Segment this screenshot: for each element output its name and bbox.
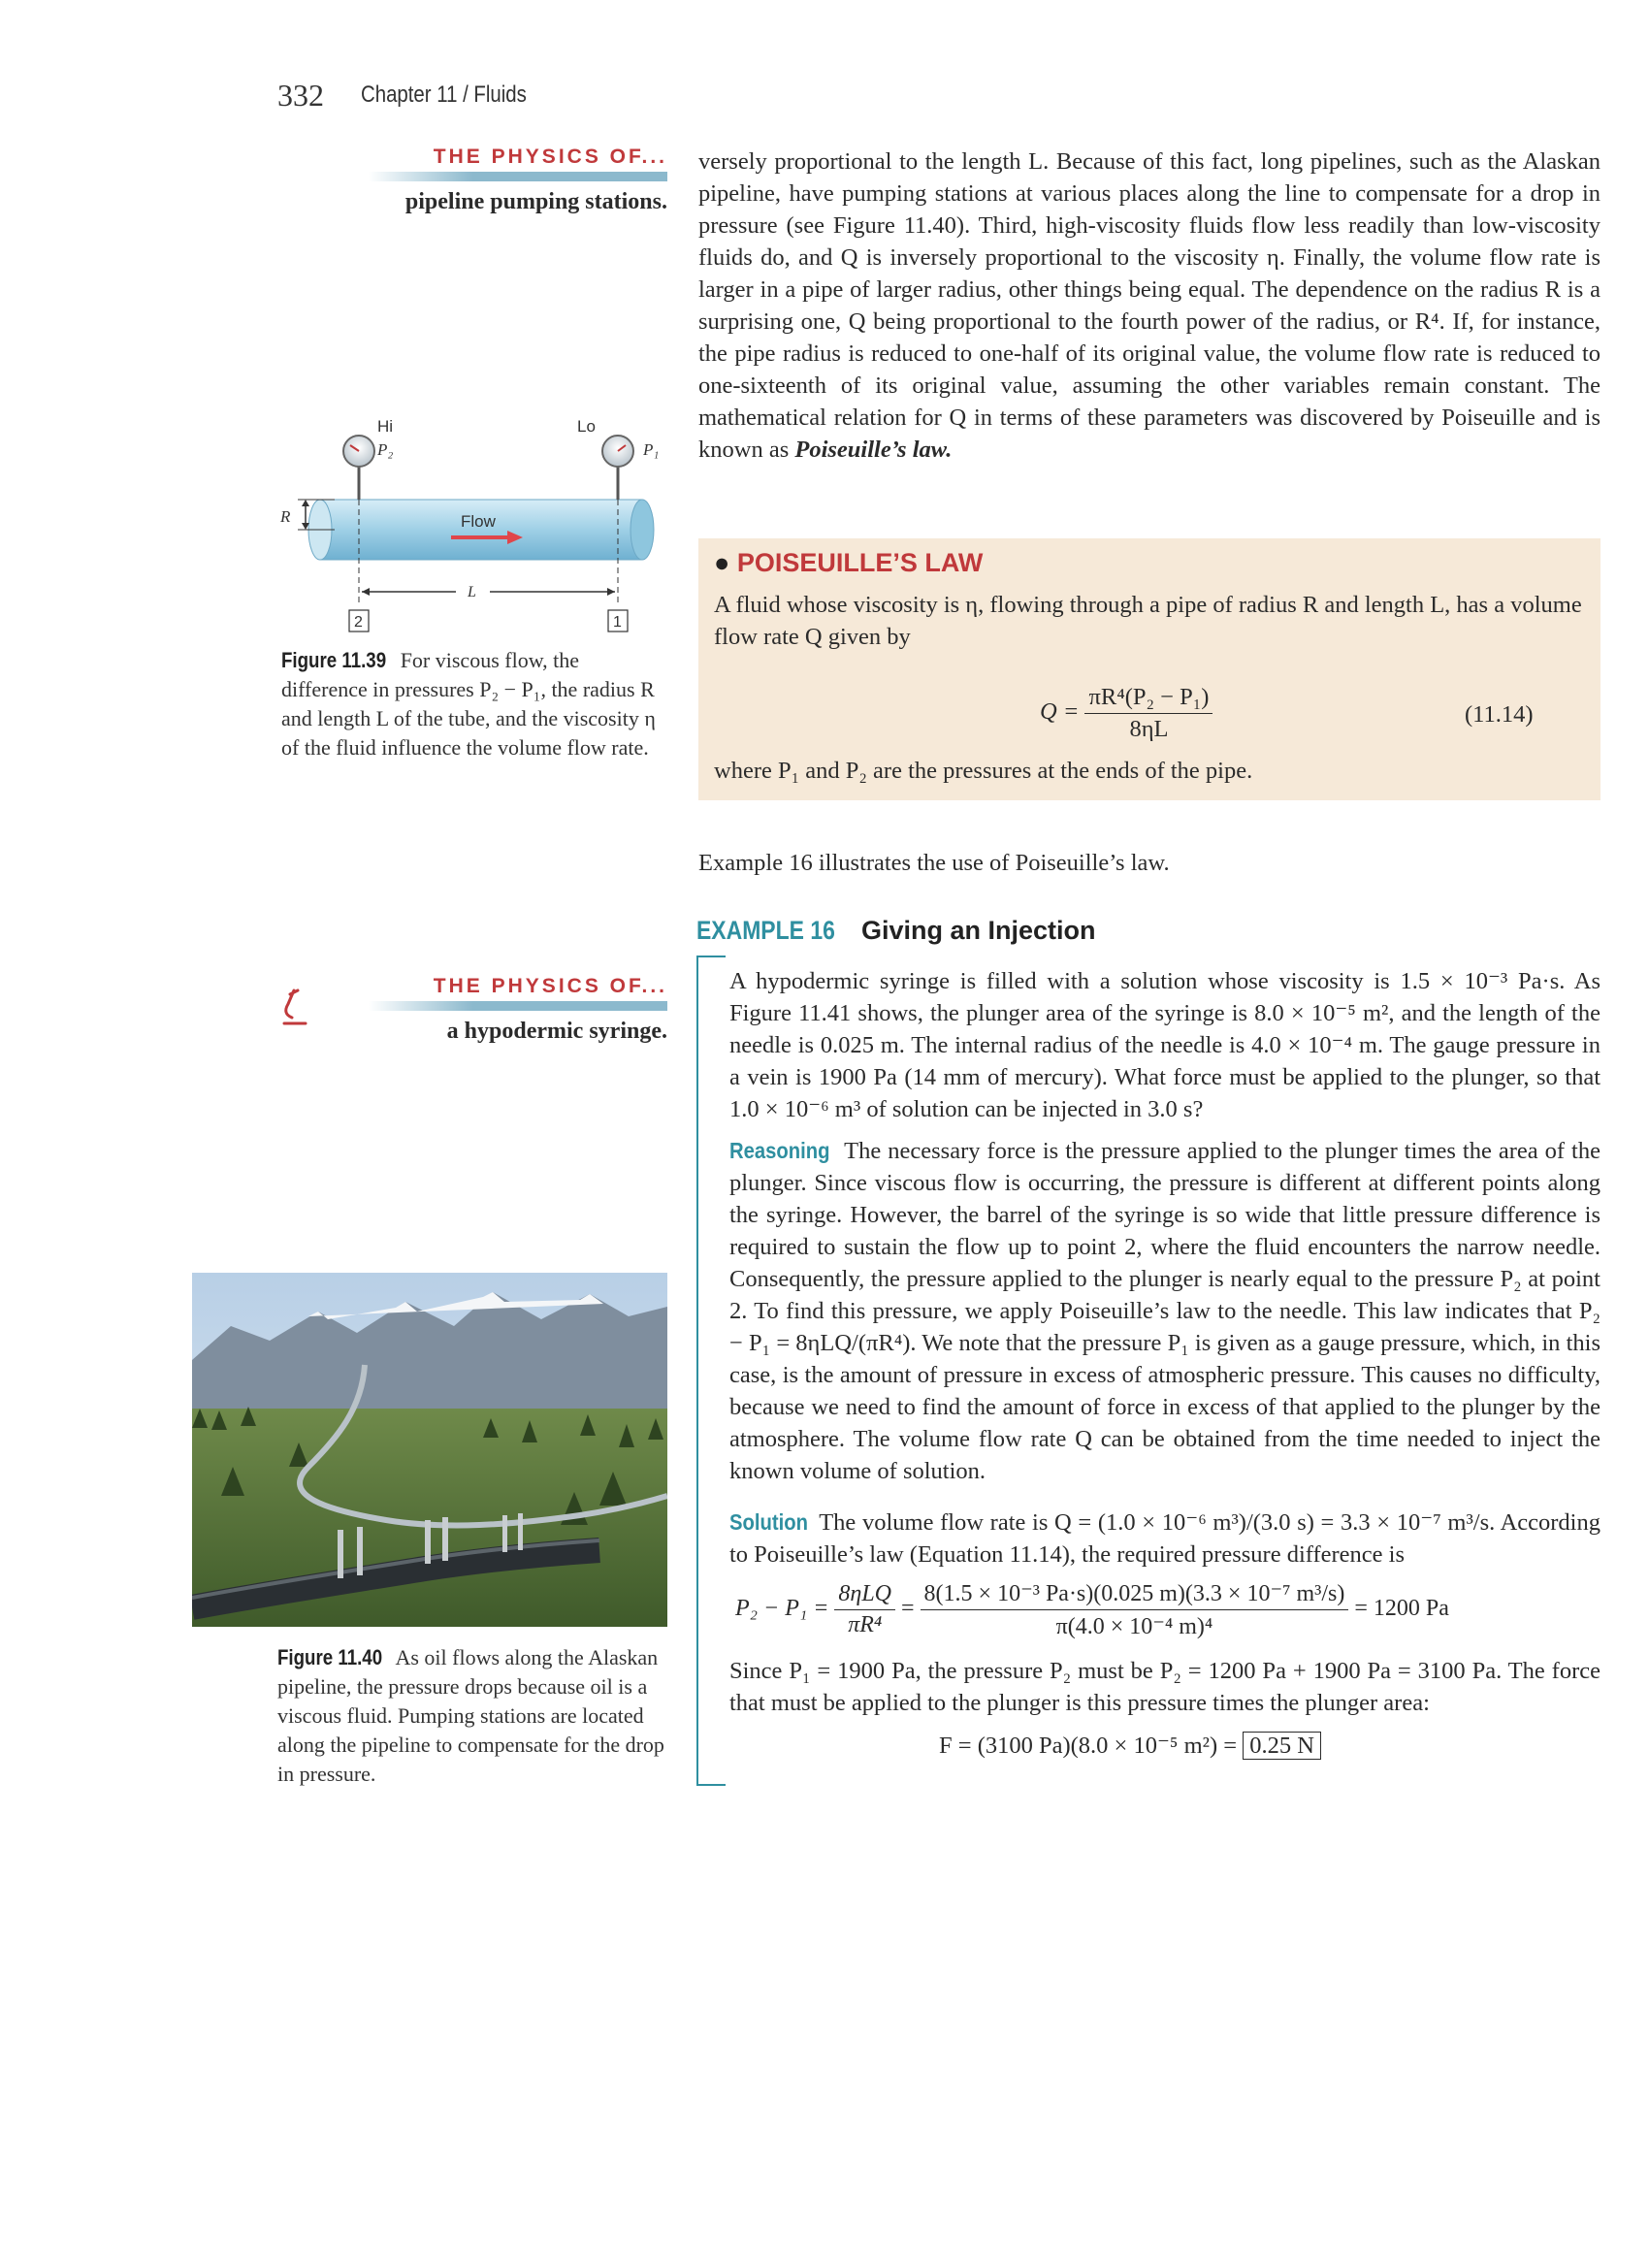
figure-11-39-diagram	[276, 412, 674, 635]
label-flow: Flow	[461, 512, 496, 531]
law-eq-denominator: 8ηL	[1129, 716, 1169, 742]
label-hi: Hi	[377, 417, 394, 436]
law-tail: where P₁ and P₂ are the pressures at the ends of the pipe.	[714, 758, 1253, 784]
note-rule	[369, 172, 667, 181]
eq1-frac1-numerator: 8ηLQ	[834, 1581, 895, 1610]
intro-paragraph	[698, 146, 1600, 466]
caption-text: For viscous flow, the difference in pressures P₂ − P₁, the radius R and length L of the tube, and the viscosity η of the fluid influence the volume flow rate.	[281, 648, 656, 760]
reasoning-label: Reasoning	[729, 1138, 830, 1163]
label-r: R	[280, 507, 291, 526]
label-lo: Lo	[577, 417, 596, 436]
equation-number: (11.14)	[1465, 701, 1534, 728]
eq1-result: = 1200 Pa	[1354, 1596, 1449, 1622]
page-number: 332	[277, 78, 324, 113]
pressure-equation	[735, 1579, 1600, 1640]
figure-11-39-caption	[281, 646, 664, 762]
example-problem: A hypodermic syringe is filled with a solution whose viscosity is 1.5 × 10⁻³ Pa·s. As Figure 11.41 shows, the plunger area of the syringe is 8.0 × 10⁻⁵ m², and the length of the needle is 0.025 m. The internal radius of the needle is 4.0 × 10⁻⁴ m. The gauge pressure in a vein is 1900 Pa (14 mm of mercury). What force must be applied to the plunger, so that 1.0 × 10⁻⁶ m³ of solution can be injected in 3.0 s?	[729, 968, 1600, 1122]
equals-sign: =	[901, 1596, 921, 1622]
eq1-frac2-denominator: π(4.0 × 10⁻⁴ m)⁴	[1055, 1614, 1213, 1639]
figure-label: Figure 11.39	[281, 648, 387, 672]
eq1-fraction-symbolic	[834, 1581, 895, 1638]
note-subject: pipeline pumping stations.	[404, 189, 667, 214]
intro-term: Poiseuille’s law.	[794, 437, 953, 463]
law-title-text: POISEUILLE’S LAW	[736, 548, 984, 577]
example-title: Giving an Injection	[861, 916, 1096, 945]
eq2-text: F = (3100 Pa)(8.0 × 10⁻⁵ m²) =	[939, 1733, 1238, 1759]
caption-text: As oil flows along the Alaskan pipeline, the pressure drops because oil is a viscous fluid. Pumping stations are located along the pipeline to compensate for the drop in pressure.	[277, 1645, 664, 1786]
point-2-label: 2	[354, 614, 363, 631]
example-label: EXAMPLE 16	[696, 916, 835, 945]
label-p1: P₁	[643, 440, 660, 459]
solution-text: The volume flow rate is Q = (1.0 × 10⁻⁶ m³)/(3.0 s) = 3.3 × 10⁻⁷ m³/s. According to Poiseuille’s law (Equation 11.14), the required pressure difference is	[729, 1509, 1600, 1568]
law-equation	[1040, 684, 1212, 743]
point-1-label: 1	[613, 614, 622, 631]
law-body: A fluid whose viscosity is η, flowing through a pipe of radius R and length L, has a volume flow rate Q given by	[714, 592, 1582, 650]
law-eq-lhs: Q =	[1040, 698, 1080, 726]
note-kicker: THE PHYSICS OF...	[433, 975, 667, 997]
label-l: L	[468, 584, 476, 600]
answer-box: 0.25 N	[1243, 1732, 1321, 1760]
margin-note-syringe	[369, 975, 667, 1045]
margin-note-pipeline	[369, 146, 667, 215]
chapter-title: Chapter 11 / Fluids	[361, 81, 527, 108]
intro-text: versely proportional to the length L. Because of this fact, long pipelines, such as the Alaskan pipeline, have pumping stations at various places along the line to compensate for a drop in pressure (see Figure 11.40). Third, high-viscosity fluids flow less readily than low-viscosity fluids do, and Q is inversely proportional to the viscosity η. Finally, the volume flow rate is larger in a pipe of larger radius, other things being equal. The dependence on the radius R is a surprising one, Q being proportional to the fourth power of the radius, or R⁴. If, for instance, the pipe radius is reduced to one-half of its original value, the volume flow rate is reduced to one-sixteenth of its original value, assuming the other variables remain constant. The mathematical relation for Q in terms of these parameters was discovered by Poiseuille and is known as	[698, 148, 1600, 463]
eq1-frac1-denominator: πR⁴	[848, 1612, 883, 1637]
eq1-lhs: P₂ − P₁ =	[735, 1596, 829, 1622]
law-title	[714, 548, 983, 578]
eq1-fraction-numeric	[921, 1579, 1349, 1640]
solution-label: Solution	[729, 1509, 808, 1535]
eq1-frac2-numerator: 8(1.5 × 10⁻³ Pa·s)(0.025 m)(3.3 × 10⁻⁷ m³/s)	[921, 1579, 1349, 1610]
note-subject: a hypodermic syringe.	[446, 1019, 667, 1044]
law-eq-numerator: πR⁴(P₂ − P₁)	[1084, 684, 1212, 714]
law-eq-fraction	[1084, 684, 1212, 743]
reasoning-text: The necessary force is the pressure applied to the plunger times the area of the plunger. Since viscous flow is occurring, the pressure is different at different points along the syringe. However, the barrel of the syringe is so wide that little pressure difference is required to sustain the flow up to point 2, where the fluid encounters the narrow needle. Consequently, the pressure applied to the plunger is nearly equal to the pressure P₂ at point 2. To find this pressure, we apply Poiseuille’s law to the needle. This law indicates that P₂ − P₁ = 8ηLQ/(πR⁴). We note that the pressure P₁ is given as a gauge pressure, which, in this case, is the amount of pressure in excess of atmospheric pressure. This causes no difficulty, because we need to find the amount of force in excess of that applied to the plunger by the atmosphere. The volume flow rate Q can be obtained from the time needed to inject the known volume of solution.	[729, 1138, 1600, 1484]
example-bracket	[696, 956, 726, 1786]
force-equation	[939, 1731, 1321, 1760]
poiseuille-law-box	[698, 538, 1600, 800]
bullet-icon: ●	[714, 548, 730, 577]
label-p2: P₂	[377, 440, 394, 459]
figure-11-40-photo	[192, 1273, 667, 1627]
figure-label: Figure 11.40	[277, 1645, 383, 1669]
pipe-right-end	[630, 500, 654, 560]
note-rule	[369, 1001, 667, 1011]
figure-11-40-caption	[277, 1643, 665, 1789]
example-intro: Example 16 illustrates the use of Poiseuille’s law.	[698, 850, 1170, 876]
microscope-icon	[275, 985, 313, 1029]
example-since: Since P₁ = 1900 Pa, the pressure P₂ must be P₂ = 1200 Pa + 1900 Pa = 3100 Pa. The force that must be applied to the plunger is this pressure times the plunger area:	[729, 1658, 1600, 1716]
example-solution	[729, 1507, 1600, 1571]
example-reasoning	[729, 1135, 1600, 1487]
note-kicker: THE PHYSICS OF...	[433, 146, 667, 168]
